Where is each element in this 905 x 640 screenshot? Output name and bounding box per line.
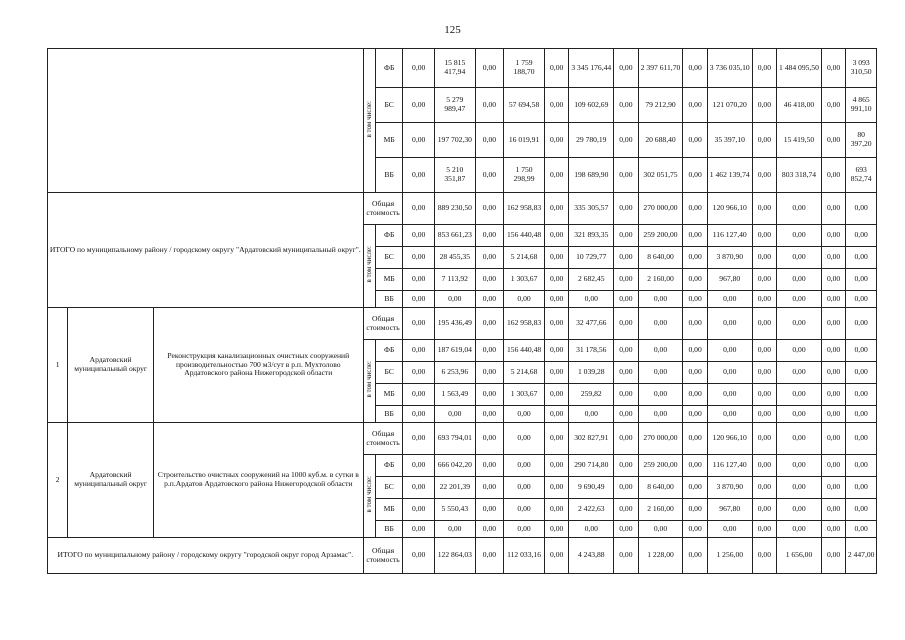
blank-cell bbox=[48, 49, 364, 193]
fund-code: ФБ bbox=[375, 49, 402, 88]
total-cost-label: Общая стоимость bbox=[363, 308, 403, 340]
table-row: МБ 0,00 197 702,30 0,00 16 019,91 0,00 29 780,19 0,00 20 688,40 0,00 35 397,10 0,00 15 419,50 0,00 80 397,20 bbox=[48, 123, 877, 158]
table-row: 2 Ардатовский муниципальный округ Строительство очистных сооружений на 1000 куб.м. в сутки в р.п.Ардатов Ардатовского района Нижегородской области Общая стоимость 0,00 693 794,01 0,00 0,00 0,00 302 827,91 0,00 270 000,00 0,00 120 966,10 0,00 0,00 0,00 0,00 bbox=[48, 423, 877, 455]
fund-code: БС bbox=[375, 477, 402, 499]
table-row: в том числе: ФБ 0,00 15 815 417,94 0,00 1 759 188,70 0,00 3 345 176,44 0,00 2 397 611,70 0,00 3 736 035,10 0,00 1 484 095,50 0,00 3 093 310,50 bbox=[48, 49, 877, 88]
table-row: в том числе: ФБ 0,00 187 619,04 0,00 156 440,48 0,00 31 178,56 0,00 0,00 0,00 0,00 0,00 0,00 0,00 0,00 bbox=[48, 340, 877, 362]
incl-cell: в том числе: bbox=[363, 49, 375, 193]
fund-code: БС bbox=[375, 247, 402, 269]
table-row: БС 0,00 5 279 989,47 0,00 57 694,58 0,00 109 602,69 0,00 79 212,90 0,00 121 070,20 0,00 46 418,00 0,00 4 865 991,10 bbox=[48, 88, 877, 123]
table-row: в том числе: ФБ 0,00 853 661,23 0,00 156 440,48 0,00 321 893,35 0,00 259 200,00 0,00 116 127,40 0,00 0,00 0,00 0,00 bbox=[48, 225, 877, 247]
fund-code: ФБ bbox=[375, 340, 402, 362]
total-cost-label: Общая стоимость bbox=[363, 538, 403, 574]
total-cost-label: Общая стоимость bbox=[363, 423, 403, 455]
project-district: Ардатовский муниципальный округ bbox=[68, 423, 154, 538]
table-row: 1 Ардатовский муниципальный округ Реконструкция канализационных очистных сооружений производительностью 700 м3/сут в р.п. Мухтолово Ардатовского района Нижегородской области Общая стоимость 0,00 195 436,49 0,00 162 958,83 0,00 32 477,66 0,00 0,00 0,00 0,00 0,00 0,00 0,00 0,00 bbox=[48, 308, 877, 340]
fund-code: БС bbox=[375, 362, 402, 384]
project-name: Реконструкция канализационных очистных сооружений производительностью 700 м3/сут в р.п. Мухтолово Ардатовского района Нижегородской области bbox=[153, 308, 363, 423]
fund-code: БС bbox=[375, 88, 402, 123]
fund-code: МБ bbox=[375, 499, 402, 521]
table-row: ВБ 0,00 5 210 351,87 0,00 1 750 298,99 0,00 198 689,90 0,00 302 051,75 0,00 1 462 139,74 0,00 803 318,74 0,00 693 852,74 bbox=[48, 158, 877, 193]
fund-code: МБ bbox=[375, 384, 402, 406]
page-number: 125 bbox=[444, 24, 461, 36]
incl-cell: в том числе: bbox=[363, 455, 375, 538]
project-number: 2 bbox=[48, 423, 68, 538]
incl-cell: в том числе: bbox=[363, 225, 375, 308]
fund-code: ВБ bbox=[375, 521, 402, 538]
table-row: МБ 0,00 1 563,49 0,00 1 303,67 0,00 259,82 0,00 0,00 0,00 0,00 0,00 0,00 0,00 0,00 bbox=[48, 384, 877, 406]
table-row: ИТОГО по муниципальному району / городскому округу "Ардатовский муниципальный округ". Общая стоимость 0,00 889 230,50 0,00 162 958,83 0,00 335 305,57 0,00 270 000,00 0,00 120 966,10 0,00 0,00 0,00 0,00 bbox=[48, 193, 877, 225]
table-row: БС 0,00 6 253,96 0,00 5 214,68 0,00 1 039,28 0,00 0,00 0,00 0,00 0,00 0,00 0,00 0,00 bbox=[48, 362, 877, 384]
fund-code: ВБ bbox=[375, 291, 402, 308]
fund-code: ФБ bbox=[375, 225, 402, 247]
project-district: Ардатовский муниципальный округ bbox=[68, 308, 154, 423]
table-row: БС 0,00 28 455,35 0,00 5 214,68 0,00 10 729,77 0,00 8 640,00 0,00 3 870,90 0,00 0,00 0,00 0,00 bbox=[48, 247, 877, 269]
table-row: МБ 0,00 7 113,92 0,00 1 303,67 0,00 2 682,45 0,00 2 160,00 0,00 967,80 0,00 0,00 0,00 0,00 bbox=[48, 269, 877, 291]
table-row: ВБ 0,00 0,00 0,00 0,00 0,00 0,00 0,00 0,00 0,00 0,00 0,00 0,00 0,00 0,00 bbox=[48, 406, 877, 423]
fund-code: МБ bbox=[375, 269, 402, 291]
fund-code: ВБ bbox=[375, 406, 402, 423]
project-name: Строительство очистных сооружений на 1000 куб.м. в сутки в р.п.Ардатов Ардатовского района Нижегородской области bbox=[153, 423, 363, 538]
total-cost-label: Общая стоимость bbox=[363, 193, 403, 225]
table-row: ИТОГО по муниципальному району / городскому округу "городской округ город Арзамас". Общая стоимость 0,00 122 864,03 0,00 112 033,16 0,00 4 243,88 0,00 1 228,00 0,00 1 256,00 0,00 1 656,00 0,00 2 447,00 bbox=[48, 538, 877, 574]
table-row: в том числе: ФБ 0,00 666 042,20 0,00 0,00 0,00 290 714,80 0,00 259 200,00 0,00 116 127,40 0,00 0,00 0,00 0,00 bbox=[48, 455, 877, 477]
table-row: МБ 0,00 5 550,43 0,00 0,00 0,00 2 422,63 0,00 2 160,00 0,00 967,80 0,00 0,00 0,00 0,00 bbox=[48, 499, 877, 521]
fund-code: ВБ bbox=[375, 158, 402, 193]
budget-table bbox=[47, 48, 877, 574]
project-number: 1 bbox=[48, 308, 68, 423]
incl-cell: в том числе: bbox=[363, 340, 375, 423]
table-row: ВБ 0,00 0,00 0,00 0,00 0,00 0,00 0,00 0,00 0,00 0,00 0,00 0,00 0,00 0,00 bbox=[48, 521, 877, 538]
fund-code: МБ bbox=[375, 123, 402, 158]
total-label: ИТОГО по муниципальному району / городскому округу "городской округ город Арзамас". bbox=[48, 538, 364, 574]
total-label: ИТОГО по муниципальному району / городскому округу "Ардатовский муниципальный округ". bbox=[48, 193, 364, 308]
fund-code: ФБ bbox=[375, 455, 402, 477]
table-row: БС 0,00 22 201,39 0,00 0,00 0,00 9 690,49 0,00 8 640,00 0,00 3 870,90 0,00 0,00 0,00 0,00 bbox=[48, 477, 877, 499]
table-row: ВБ 0,00 0,00 0,00 0,00 0,00 0,00 0,00 0,00 0,00 0,00 0,00 0,00 0,00 0,00 bbox=[48, 291, 877, 308]
